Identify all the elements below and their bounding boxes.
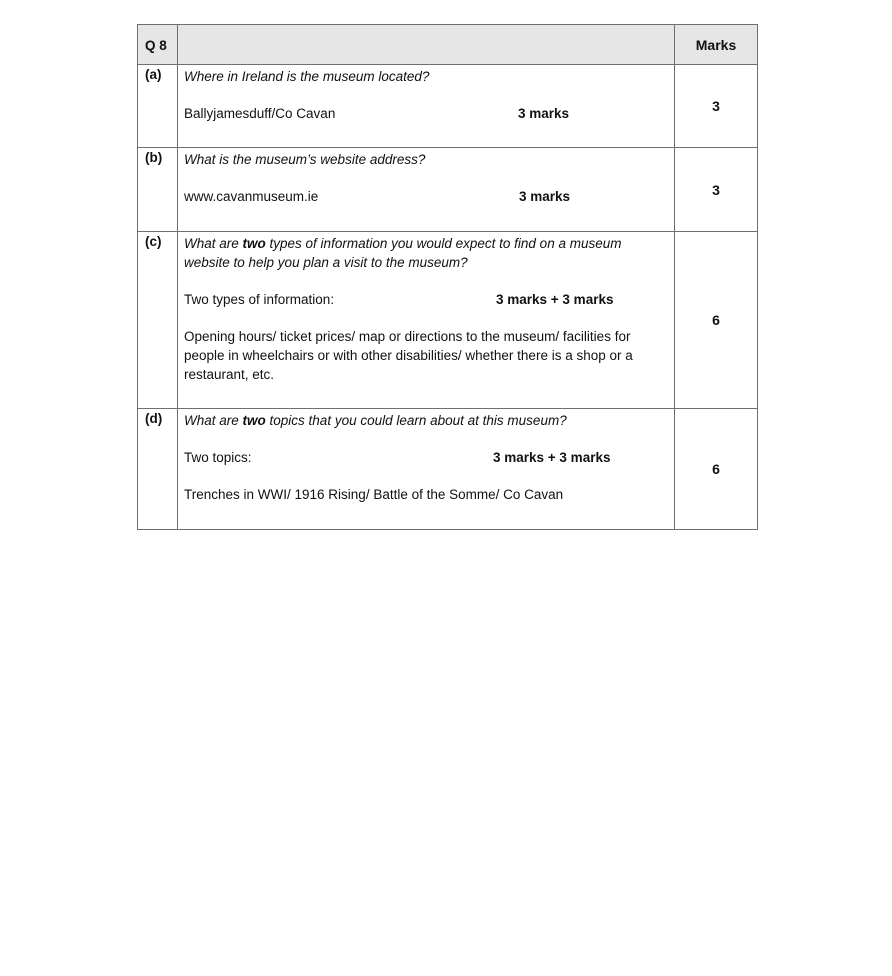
part-content (178, 409, 675, 530)
question-text-start: What are (184, 413, 243, 428)
table-row (138, 409, 758, 530)
part-label: (a) (138, 65, 178, 148)
marks-header: Marks (675, 25, 758, 65)
mark-allocation: 3 marks + 3 marks (493, 450, 611, 465)
marks-value: 6 (675, 232, 758, 409)
answer-line (184, 104, 668, 123)
question-text-end: types of information you would expect to find on a museum website to help you plan a visit to the museum? (184, 236, 622, 270)
part-label: (c) (138, 232, 178, 409)
question-text: What is the museum’s website address? (184, 152, 426, 167)
answer-text: Trenches in WWI/ 1916 Rising/ Battle of the Somme/ Co Cavan (184, 487, 564, 502)
mark-allocation: 3 marks + 3 marks (496, 292, 614, 307)
part-content (178, 65, 675, 148)
answer-text: Opening hours/ ticket prices/ map or directions to the museum/ facilities for people in wheelchairs or with other disabilities/ whether there is a shop or a restaurant, etc. (184, 329, 633, 382)
mark-allocation: 3 marks (518, 106, 570, 121)
marks-value: 6 (675, 409, 758, 530)
marks-value: 3 (675, 148, 758, 232)
part-label: (b) (138, 148, 178, 232)
marks-value: 3 (675, 65, 758, 148)
answer-text: Ballyjamesduff/Co Cavan (184, 106, 336, 121)
answer-text: www.cavanmuseum.ie (184, 189, 319, 204)
answer-line (184, 290, 668, 309)
table-row (138, 232, 758, 409)
mark-allocation: 3 marks (519, 189, 571, 204)
marking-scheme (137, 24, 757, 530)
question-text (184, 411, 668, 430)
table-row (138, 148, 758, 232)
part-content (178, 148, 675, 232)
header-blank-cell (178, 25, 675, 65)
question-emphasis: two (242, 413, 266, 428)
part-label: (d) (138, 409, 178, 530)
answer-line (184, 448, 668, 467)
question-text-start: What are (184, 236, 243, 251)
table-row (138, 65, 758, 148)
question-text (184, 234, 668, 272)
question-number: Q 8 (138, 25, 178, 65)
answer-line (184, 187, 668, 206)
marking-scheme-table (137, 24, 758, 530)
answer-prompt: Two types of information: (184, 292, 335, 307)
table-header-row (138, 25, 758, 65)
question-text: Where in Ireland is the museum located? (184, 69, 430, 84)
question-emphasis: two (242, 236, 266, 251)
question-text-end: topics that you could learn about at this museum? (265, 413, 567, 428)
answer-prompt: Two topics: (184, 450, 252, 465)
part-content (178, 232, 675, 409)
